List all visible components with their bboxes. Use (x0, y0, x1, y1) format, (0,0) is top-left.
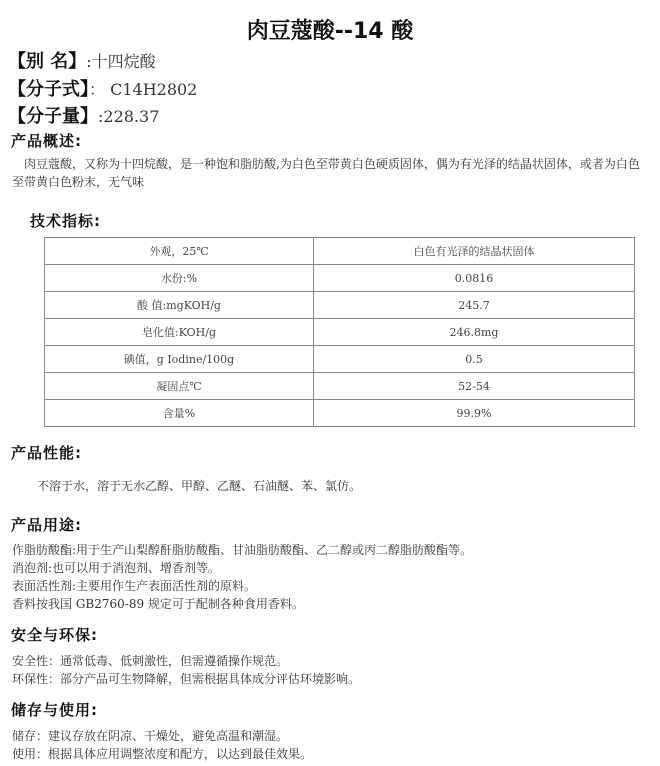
spec-value: 白色有光泽的结晶状固体 (314, 238, 635, 265)
spec-item: 皂化值:KOH/g (45, 319, 314, 346)
overview-text: 肉豆蔻酸，又称为十四烷酸，是一种饱和脂肪酸,为白色至带黄白色硬质固体，偶为有光泽的结晶状固体，或者为白色至带黄白色粉末，无气味 (12, 157, 640, 189)
molecular-weight-value: :228.37 (98, 107, 160, 126)
spec-value: 99.9% (314, 400, 635, 427)
table-row (45, 265, 635, 292)
specs-table (44, 237, 635, 427)
safety-line: 安全性：通常低毒、低刺激性，但需遵循操作规范。 (12, 654, 289, 668)
table-row (45, 238, 635, 265)
table-row (45, 346, 635, 373)
spec-value: 0.5 (314, 346, 635, 373)
storage-line: 使用：根据具体应用调整浓度和配方，以达到最佳效果。 (12, 747, 313, 761)
spec-item: 碘值，g Iodine/100g (45, 346, 314, 373)
table-row (45, 292, 635, 319)
spec-item: 含量% (45, 400, 314, 427)
spec-item: 酸 值:mgKOH/g (45, 292, 314, 319)
molecular-weight-row (8, 102, 159, 128)
page-title: 肉豆蔻酸--14 酸 (246, 19, 414, 44)
alias-value: :十四烷酸 (86, 52, 156, 71)
spec-item: 外观，25℃ (45, 238, 314, 265)
properties-heading: 产品性能: (11, 444, 82, 462)
spec-value: 52-54 (314, 373, 635, 400)
uses-line: 作脂肪酸酯:用于生产山梨醇酐脂肪酸酯、甘油脂肪酸酯、乙二醇或丙二醇脂肪酸酯等。 (12, 543, 473, 557)
uses-line: 表面活性剂:主要用作生产表面活性剂的原料。 (12, 579, 257, 593)
table-row (45, 373, 635, 400)
spec-value: 245.7 (314, 292, 635, 319)
uses-line: 消泡剂:也可以用于消泡剂、增香剂等。 (12, 561, 221, 575)
uses-heading: 产品用途: (11, 516, 82, 534)
table-row (45, 400, 635, 427)
specs-heading: 技术指标: (30, 212, 101, 230)
formula-label: 【分子式】 (8, 79, 89, 100)
storage-line: 储存：建议存放在阴凉、干燥处，避免高温和潮湿。 (12, 729, 289, 743)
spec-item: 水份:% (45, 265, 314, 292)
alias-label: 【别 名】 (8, 51, 87, 72)
formula-value: ： C14H2802 (89, 80, 198, 99)
spec-value: 0.0816 (314, 265, 635, 292)
storage-heading: 储存与使用: (11, 701, 98, 719)
properties-text: 不溶于水，溶于无水乙醇、甲醇、乙醚、石油醚、苯、氯仿。 (37, 479, 362, 493)
formula-row (8, 75, 197, 101)
molecular-weight-label: 【分子量】 (8, 106, 98, 127)
spec-value: 246.8mg (314, 319, 635, 346)
safety-heading: 安全与环保: (11, 626, 98, 644)
table-row (45, 319, 635, 346)
overview-heading: 产品概述: (11, 132, 82, 150)
spec-item: 凝固点℃ (45, 373, 314, 400)
alias-row (8, 47, 156, 73)
uses-line: 香料按我国 GB2760-89 规定可于配制各种食用香料。 (12, 597, 304, 611)
safety-line: 环保性：部分产品可生物降解，但需根据具体成分评估环境影响。 (12, 672, 361, 686)
